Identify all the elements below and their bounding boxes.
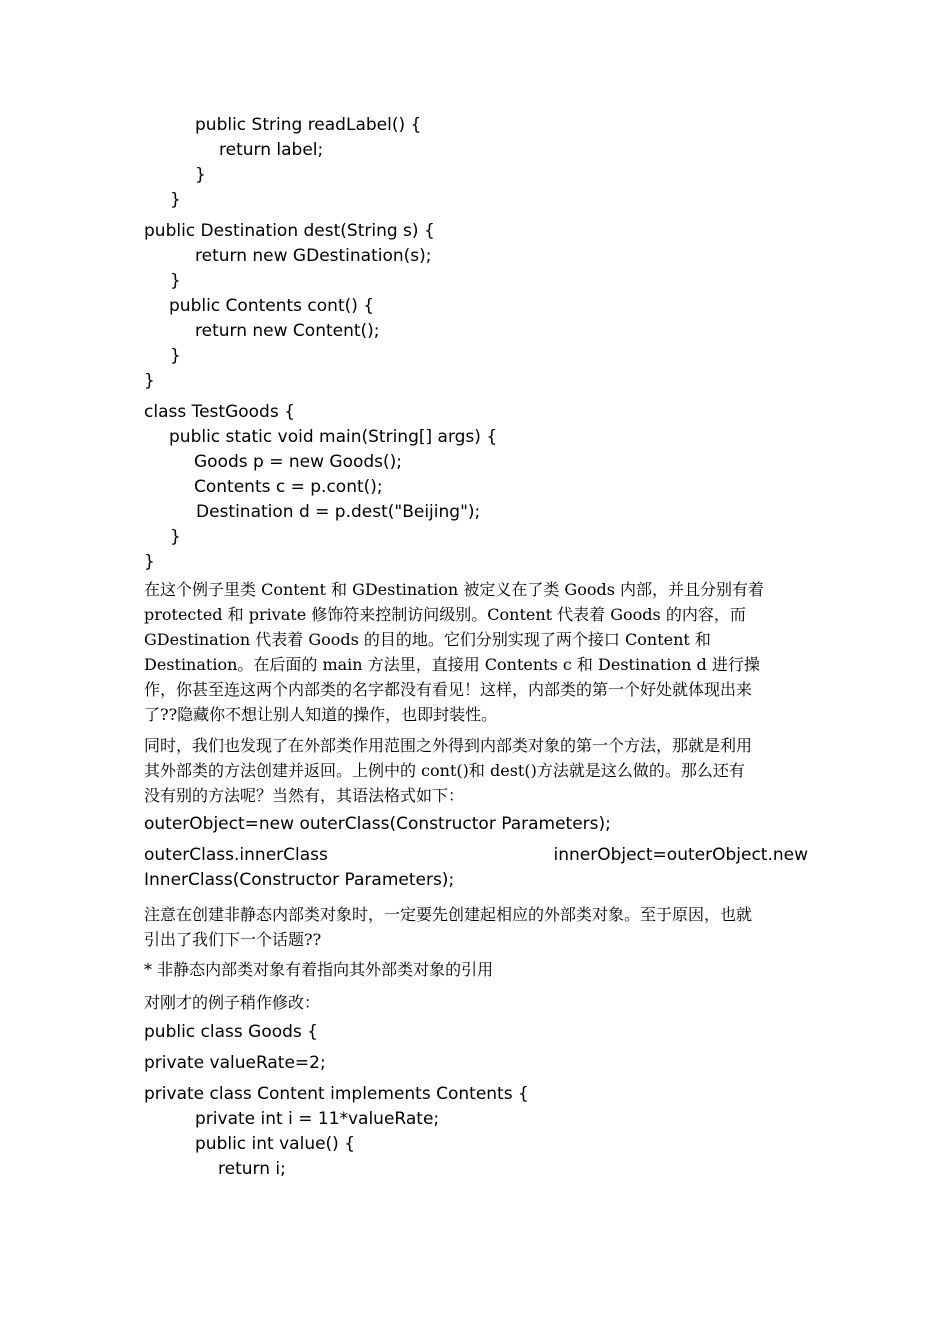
paragraph-line: 作，你甚至连这两个内部类的名字都没有看见！这样，内部类的第一个好处就体现出来 [144,680,753,699]
paragraph-line: 没有别的方法呢？当然有，其语法格式如下： [144,786,465,805]
code-line: Goods p = new Goods(); [194,452,403,472]
paragraph-line: 其外部类的方法创建并返回。上例中的 cont()和 dest()方法就是这么做的。那么还有 [144,761,745,780]
bullet-heading-text: * 非静态内部类对象有着指向其外部类对象的引用 [144,960,494,979]
paragraph-4 [144,990,808,1015]
code-line: private class Content implements Contents { [144,1084,529,1104]
paragraph-line: 了??隐藏你不想让别人知道的操作，也即封装性。 [144,705,498,724]
code-line: public static void main(String[] args) { [169,427,498,447]
code-line: Destination d = p.dest("Beijing"); [196,502,481,522]
code-line: } [144,371,155,391]
code-line: private valueRate=2; [144,1053,326,1073]
syntax-line-3: InnerClass(Constructor Parameters); [144,870,455,890]
paragraph-1 [144,577,808,727]
code-line: return new Content(); [195,321,380,341]
code-line: private int i = 11*valueRate; [195,1109,440,1129]
paragraph-line: GDestination 代表着 Goods 的目的地。它们分别实现了两个接口 Content 和 [144,630,711,649]
code-line: } [144,552,155,572]
syntax-line-2-left: outerClass.innerClass [144,845,328,865]
paragraph-line: 同时，我们也发现了在外部类作用范围之外得到内部类对象的第一个方法，那就是利用 [144,736,753,755]
paragraph-line: 引出了我们下一个话题?? [144,930,322,949]
paragraph-line: 注意在创建非静态内部类对象时，一定要先创建起相应的外部类对象。至于原因，也就 [144,905,753,924]
code-line: public Contents cont() { [169,296,375,316]
paragraph-line: protected 和 private 修饰符来控制访问级别。Content 代表着 Goods 的内容，而 [144,605,746,624]
code-line: } [195,165,206,185]
code-line: } [170,190,181,210]
syntax-line-2 [144,844,808,866]
code-line: } [170,527,181,547]
bullet-heading [144,957,808,982]
paragraph-3 [144,902,808,952]
syntax-line-1: outerObject=new outerClass(Constructor Parameters); [144,814,611,834]
paragraph-line: Destination。在后面的 main 方法里，直接用 Contents c 和 Destination d 进行操 [144,655,760,674]
paragraph-2 [144,733,808,808]
code-line: public int value() { [195,1134,356,1154]
syntax-line-2-right: innerObject=outerObject.new [553,845,808,865]
code-line: } [170,271,181,291]
code-line: Contents c = p.cont(); [194,477,383,497]
paragraph-line: 在这个例子里类 Content 和 GDestination 被定义在了类 Goods 内部，并且分别有着 [144,580,764,599]
code-line: class TestGoods { [144,402,295,422]
code-line: } [170,346,181,366]
code-line: public String readLabel() { [195,115,422,135]
paragraph-line: 对刚才的例子稍作修改： [144,993,321,1012]
code-line: return i; [218,1159,286,1179]
code-line: public class Goods { [144,1022,319,1042]
code-line: return new GDestination(s); [195,246,432,266]
code-line: public Destination dest(String s) { [144,221,435,241]
code-line: return label; [219,140,324,160]
